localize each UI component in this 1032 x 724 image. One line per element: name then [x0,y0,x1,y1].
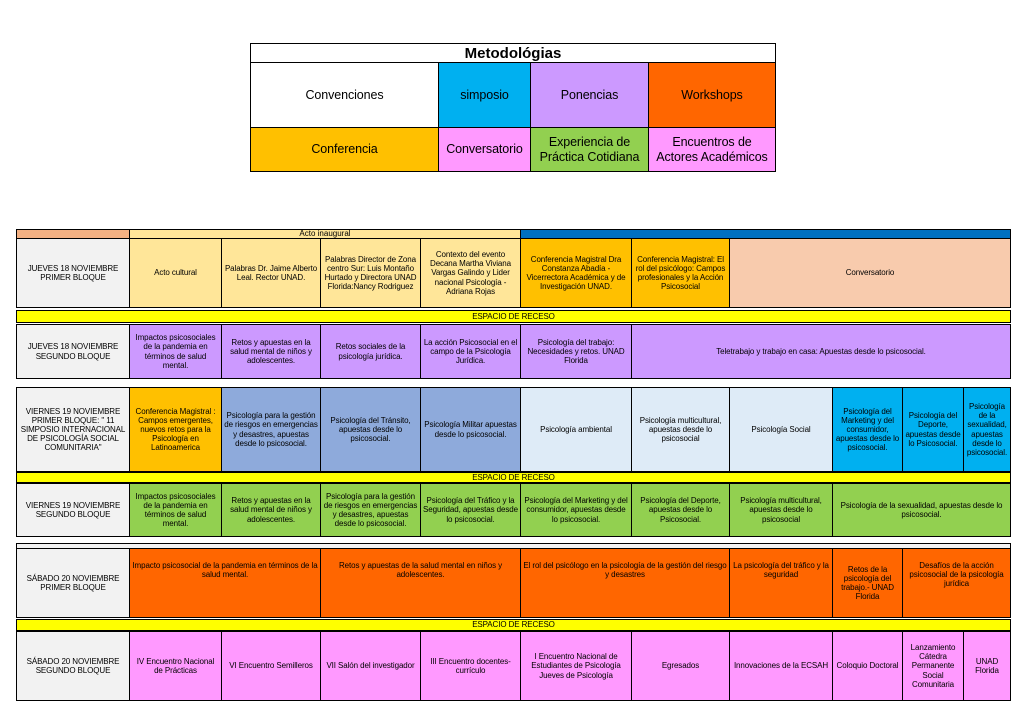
cell-gestion-riesgos: Psicología para la gestión de riesgos en emergencias y desastres, apuestas desde lo psicosocial. [221,387,321,472]
legend-simposio: simposio [438,62,531,128]
cell-s1-rol-psicologo-riesgo: El rol del psicólogo en la psicología de la gestión del riesgo y desastres [520,548,730,618]
cell-psicologia-marketing: Psicología del Marketing y del consumidor, apuestas desde lo psicosocial. [832,387,903,472]
cell-v2-sexualidad: Psicología de la sexualidad, apuestas desde lo psicosocial. [832,483,1011,537]
cell-s2-egresados: Egresados [631,631,730,701]
cell-teletrabajo: Teletrabajo y trabajo en casa: Apuestas desde lo psicosocial. [631,324,1011,379]
cell-psicologia-multicultural: Psicología multicultural, apuestas desde lo psicosocial [631,387,730,472]
cell-psicologia-sexualidad: Psicología de la sexualidad, apuestas desde lo psicosocial. [963,387,1011,472]
cell-palabras-director: Palabras Director de Zona centro Sur: Luis Montaño Hurtado y Directora UNAD Florida:Nancy Rodriguez [320,238,421,308]
legend-conversatorio: Conversatorio [438,127,531,172]
cell-v2-gestion-riesgos: Psicología para la gestión de riesgos en emergencias y desastres, apuestas desde lo psicosocial. [320,483,421,537]
cell-s2-lanzamiento-catedra: Lanzamiento Cátedra Permanente Social Comunitaria [902,631,964,701]
cell-v2-impactos: Impactos psicosociales de la pandemia en términos de salud mental. [129,483,222,537]
cell-s2-salon-investigador: VII Salón del investigador [320,631,421,701]
cell-v2-trafico: Psicología del Tráfico y la Seguridad, apuestas desde lo psicosocial. [420,483,521,537]
cell-psicologia-ambiental: Psicología ambiental [520,387,632,472]
cell-s1-retos-trabajo: Retos de la psicología del trabajo.- UNAD Florida [832,548,903,618]
cell-acto-cultural: Acto cultural [129,238,222,308]
cell-conversatorio: Conversatorio [729,238,1011,308]
acto-inaugural-label: Acto inaugural [299,229,351,238]
row-head-viernes-2: VIERNES 19 NOVIEMBRE SEGUNDO BLOQUE [16,483,130,537]
cell-retos-salud-mental: Retos y apuestas en la salud mental de niños y adolescentes. [221,324,321,379]
cell-psicologia-deporte: Psicología del Deporte, apuestas desde lo Psicosocial. [902,387,964,472]
recess-bar-3: ESPACIO DE RECESO [16,619,1011,631]
legend-experiencia: Experiencia de Práctica Cotidiana [530,127,649,172]
row-head-jueves-2: JUEVES 18 NOVIEMBRE SEGUNDO BLOQUE [16,324,130,379]
cell-conferencia-campos-emergentes: Conferencia Magistral : Campos emergentes, nuevos retos para la Psicología en Latinoamerica [129,387,222,472]
cell-s2-docentes-curriculo: III Encuentro docentes-currículo [420,631,521,701]
legend-workshops: Workshops [648,62,776,128]
cell-s2-encuentro-estudiantes: I Encuentro Nacional de Estudiantes de Psicología Jueves de Psicología [520,631,632,701]
cell-accion-psicosocial-juridica: La acción Psicosocial en el campo de la Psicología Jurídica. [420,324,521,379]
cell-psicologia-militar: Psicología Militar apuestas desde lo psicosocial. [420,387,521,472]
cell-v2-marketing: Psicología del Marketing y del consumidor, apuestas desde lo psicosocial. [520,483,632,537]
legend-title: Metodológias [250,43,776,63]
legend-convenciones: Convenciones [250,62,439,128]
legend-encuentros: Encuentros de Actores Académicos [648,127,776,172]
cell-contexto-evento: Contexto del evento Decana Martha Viviana Vargas Galindo y Lider nacional Psicología - Adriana Rojas [420,238,521,308]
cell-psicologia-trabajo: Psicología del trabajo: Necesidades y retos. UNAD Florida [520,324,632,379]
cell-s2-semilleros: VI Encuentro Semilleros [221,631,321,701]
row-head-jueves-1: JUEVES 18 NOVIEMBRE PRIMER BLOQUE [16,238,130,308]
cell-v2-deporte: Psicología del Deporte, apuestas desde lo Psicosocial. [631,483,730,537]
legend-ponencias: Ponencias [530,62,649,128]
cell-psicologia-transito: Psicología del Tránsito, apuestas desde lo psicosocial. [320,387,421,472]
cell-s1-desafios-juridica: Desafíos de la acción psicosocial de la psicología jurídica [902,548,1011,618]
cell-conferencia-rol-psicologo: Conferencia Magistral: El rol del psicólogo: Campos profesionales y la Acción Psicosocial [631,238,730,308]
row-head-sabado-1: SÁBADO 20 NOVIEMBRE PRIMER BLOQUE [16,548,130,618]
cell-s2-innovaciones: Innovaciones de la ECSAH [729,631,833,701]
cell-retos-sociales-juridica: Retos sociales de la psicología jurídica. [320,324,421,379]
recess-bar-1: ESPACIO DE RECESO [16,310,1011,323]
cell-s2-encuentro-practicas: IV Encuentro Nacional de Prácticas [129,631,222,701]
cell-s1-trafico-seguridad: La psicología del tráfico y la seguridad [729,548,833,618]
legend-conferencia: Conferencia [250,127,439,172]
cell-conferencia-vicerrectora: Conferencia Magistral Dra Constanza Abadía - Vicerrectora Académica y de Investigación UNAD. [520,238,632,308]
cell-s1-retos-salud: Retos y apuestas de la salud mental en niños y adolescentes. [320,548,521,618]
cell-v2-retos-salud: Retos y apuestas en la salud mental de niños y adolescentes. [221,483,321,537]
cell-psicologia-social: Psicología Social [729,387,833,472]
cell-impactos-psicosociales: Impactos psicosociales de la pandemia en términos de salud mental. [129,324,222,379]
cell-s2-unad-florida: UNAD Florida [963,631,1011,701]
cell-s2-coloquio: Coloquio Doctoral [832,631,903,701]
cell-s1-impacto-pandemia: Impacto psicosocial de la pandemia en términos de la salud mental. [129,548,321,618]
cell-palabras-rector: Palabras Dr. Jaime Alberto Leal. Rector UNAD. [221,238,321,308]
recess-bar-2: ESPACIO DE RECESO [16,472,1011,483]
row-head-sabado-2: SÁBADO 20 NOVIEMBRE SEGUNDO BLOQUE [16,631,130,701]
cell-v2-multicultural: Psicología multicultural, apuestas desde lo psicosocial [729,483,833,537]
row-head-viernes-1: VIERNES 19 NOVIEMBRE PRIMER BLOQUE: " 11 SIMPOSIO INTERNACIONAL DE PSICOLOGÍA SOCIAL COMUNITARIA" [16,387,130,472]
